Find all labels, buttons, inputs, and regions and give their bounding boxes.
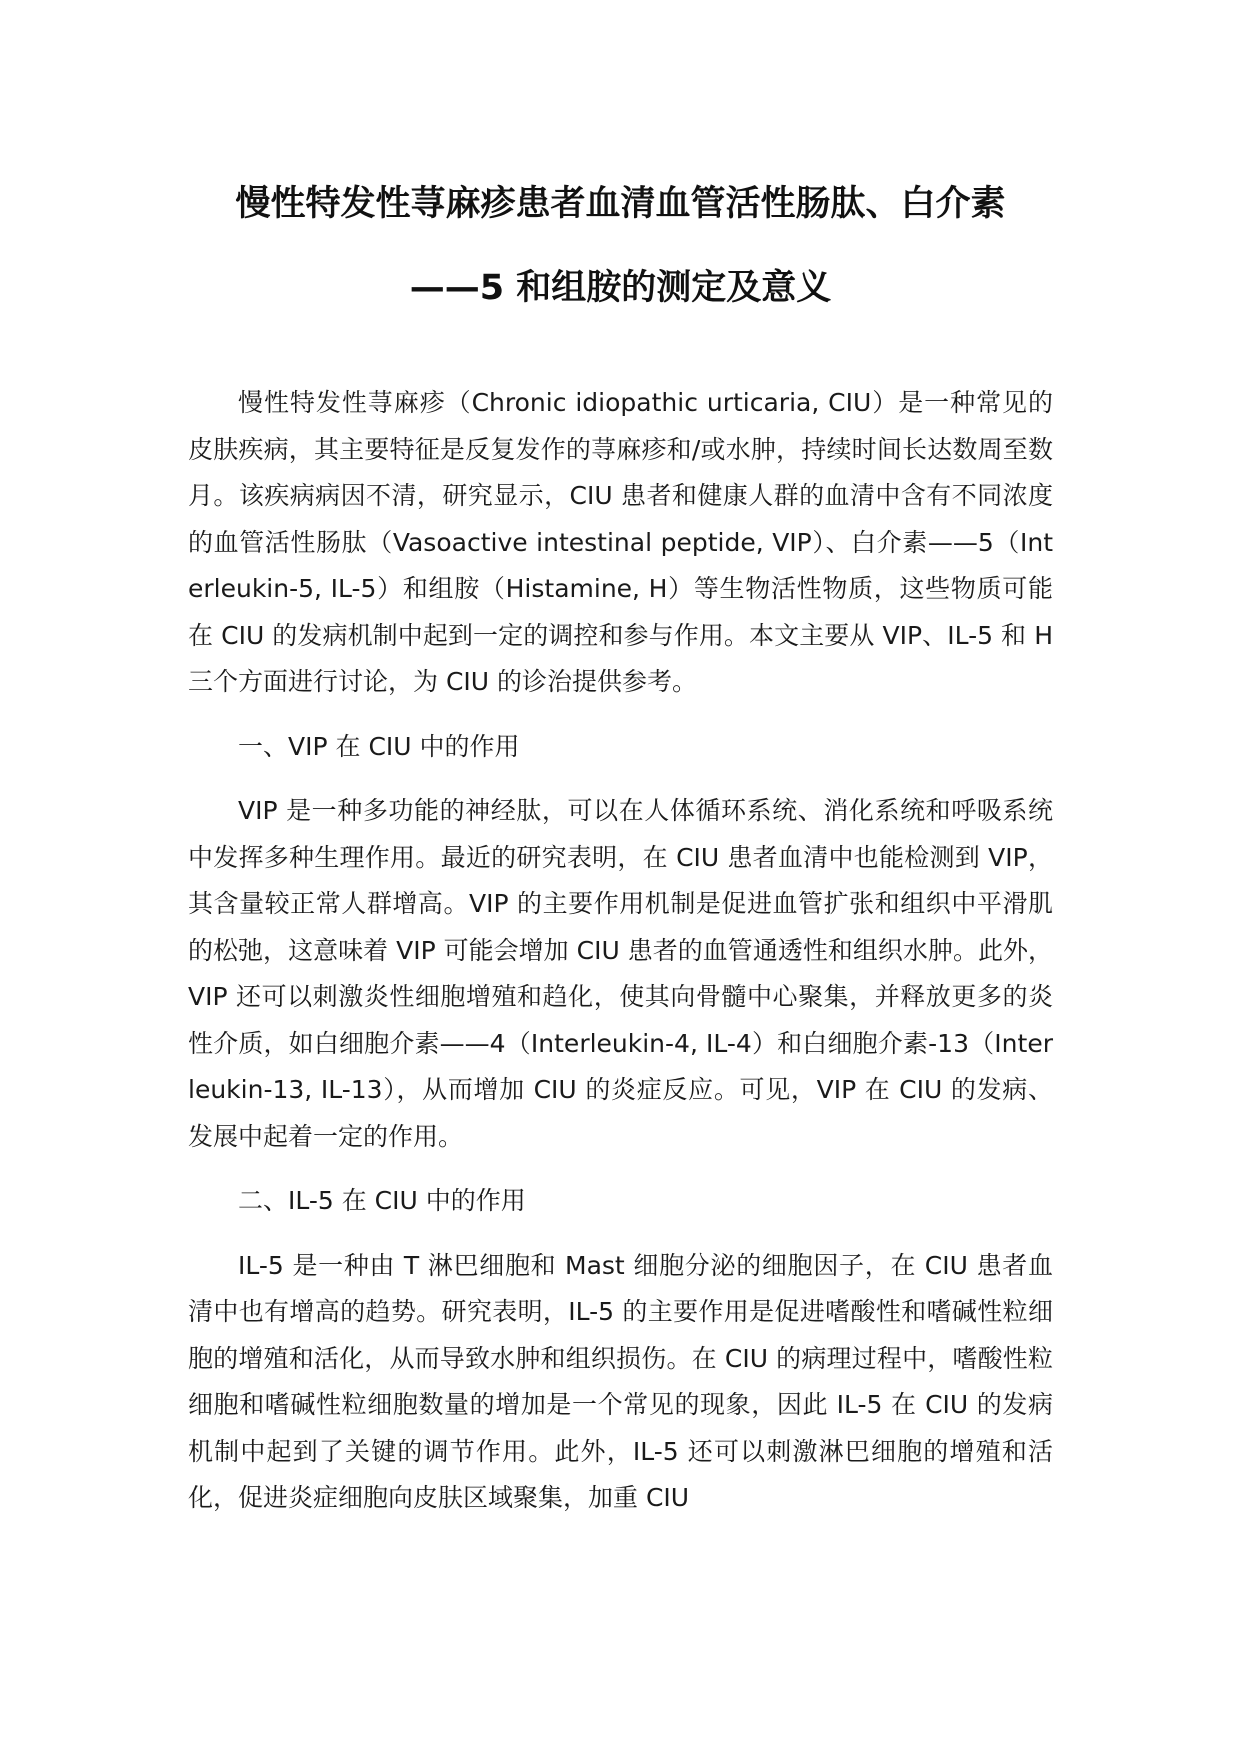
paragraph-introduction: 慢性特发性荨麻疹（Chronic idiopathic urticaria, CIU）是一种常见的皮肤疾病，其主要特征是反复发作的荨麻疹和/或水肿，持续时间长达数周至数月。该疾病病因不清，研究显示，CIU 患者和健康人群的血清中含有不同浓度的血管活性肠肽（Vasoactive intestinal peptide, VIP）、白介素——5（Interleukin-5, IL-5）和组胺（Histamine, H）等生物活性物质，这些物质可能在 CIU 的发病机制中起到一定的调控和参与作用。本文主要从 VIP、IL-5 和 H 三个方面进行讨论，为 CIU 的诊治提供参考。 [188, 388, 1053, 696]
paragraph-vip: VIP 是一种多功能的神经肽，可以在人体循环系统、消化系统和呼吸系统中发挥多种生理作用。最近的研究表明，在 CIU 患者血清中也能检测到 VIP，其含量较正常人群增高。VIP 的主要作用机制是促进血管扩张和组织中平滑肌的松弛，这意味着 VIP 可能会增加 CIU 患者的血管通透性和组织水肿。此外，VIP 还可以刺激炎性细胞增殖和趋化，使其向骨髓中心聚集，并释放更多的炎性介质，如白细胞介素——4（Interleukin-4, IL-4）和白细胞介素-13（Interleukin-13, IL-13），从而增加 CIU 的炎症反应。可见，VIP 在 CIU 的发病、发展中起着一定的作用。 [188, 796, 1053, 1151]
section-heading-il5: 二、IL-5 在 CIU 中的作用 [238, 1186, 526, 1215]
document-title-line-2: ——5 和组胺的测定及意义 [409, 268, 832, 308]
paragraph-il5: IL-5 是一种由 T 淋巴细胞和 Mast 细胞分泌的细胞因子，在 CIU 患者血清中也有增高的趋势。研究表明，IL-5 的主要作用是促进嗜酸性和嗜碱性粒细胞的增殖和活化，从而导致水肿和组织损伤。在 CIU 的病理过程中，嗜酸性粒细胞和嗜碱性粒细胞数量的增加是一个常见的现象，因此 IL-5 在 CIU 的发病机制中起到了关键的调节作用。此外，IL-5 还可以刺激淋巴细胞的增殖和活化，促进炎症细胞向皮肤区域聚集，加重 CIU [188, 1250, 1053, 1512]
section-heading-vip: 一、VIP 在 CIU 中的作用 [238, 731, 520, 761]
document-title-line-1: 慢性特发性荨麻疹患者血清血管活性肠肽、白介素 [235, 184, 1006, 224]
document-body [188, 380, 1053, 1540]
